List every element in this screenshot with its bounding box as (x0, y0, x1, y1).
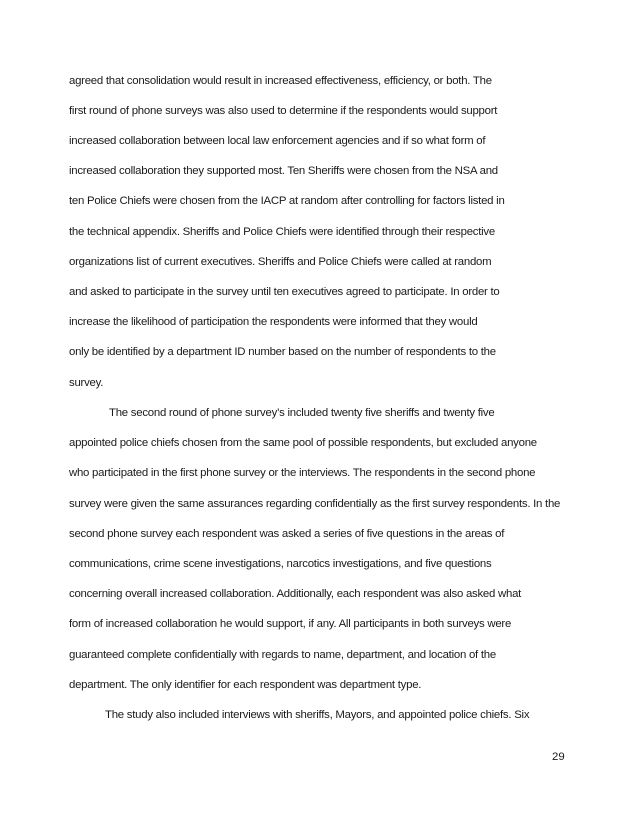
page-number: 29 (552, 751, 565, 763)
text-line-7: organizations list of current executives. Sheriffs and Police Chiefs were called at random (69, 256, 492, 268)
text-line-2: first round of phone surveys was also used to determine if the respondents would support (69, 105, 498, 117)
text-line-1: agreed that consolidation would result in increased effectiveness, efficiency, or both. The (69, 75, 492, 87)
text-line-8: and asked to participate in the survey until ten executives agreed to participate. In order to (69, 286, 500, 298)
text-line-20: guaranteed complete confidentially with regards to name, department, and location of the (69, 649, 496, 661)
text-line-13: appointed police chiefs chosen from the same pool of possible respondents, but excluded anyone (69, 437, 537, 449)
text-line-3: increased collaboration between local law enforcement agencies and if so what form of (69, 135, 486, 147)
text-line-18: concerning overall increased collaboration. Additionally, each respondent was also asked what (69, 588, 522, 600)
text-line-6: the technical appendix. Sheriffs and Police Chiefs were identified through their respective (69, 226, 495, 238)
text-line-5: ten Police Chiefs were chosen from the IACP at random after controlling for factors listed in (69, 195, 505, 207)
text-line-22: The study also included interviews with sheriffs, Mayors, and appointed police chiefs. Six (105, 709, 530, 721)
text-line-15: survey were given the same assurances regarding confidentially as the first survey respondents. In the (69, 498, 561, 510)
text-line-9: increase the likelihood of participation the respondents were informed that they would (69, 316, 478, 328)
text-line-12: The second round of phone survey’s included twenty five sheriffs and twenty five (109, 407, 495, 419)
text-line-21: department. The only identifier for each respondent was department type. (69, 679, 422, 691)
text-line-14: who participated in the first phone survey or the interviews. The respondents in the second phone (69, 467, 536, 479)
text-line-10: only be identified by a department ID number based on the number of respondents to the (69, 346, 496, 358)
text-line-19: form of increased collaboration he would support, if any. All participants in both surveys were (69, 618, 512, 630)
text-line-4: increased collaboration they supported most. Ten Sheriffs were chosen from the NSA and (69, 165, 498, 177)
text-line-16: second phone survey each respondent was asked a series of five questions in the areas of (69, 528, 505, 540)
text-line-11: survey. (69, 377, 104, 389)
text-line-17: communications, crime scene investigations, narcotics investigations, and five questions (69, 558, 492, 570)
